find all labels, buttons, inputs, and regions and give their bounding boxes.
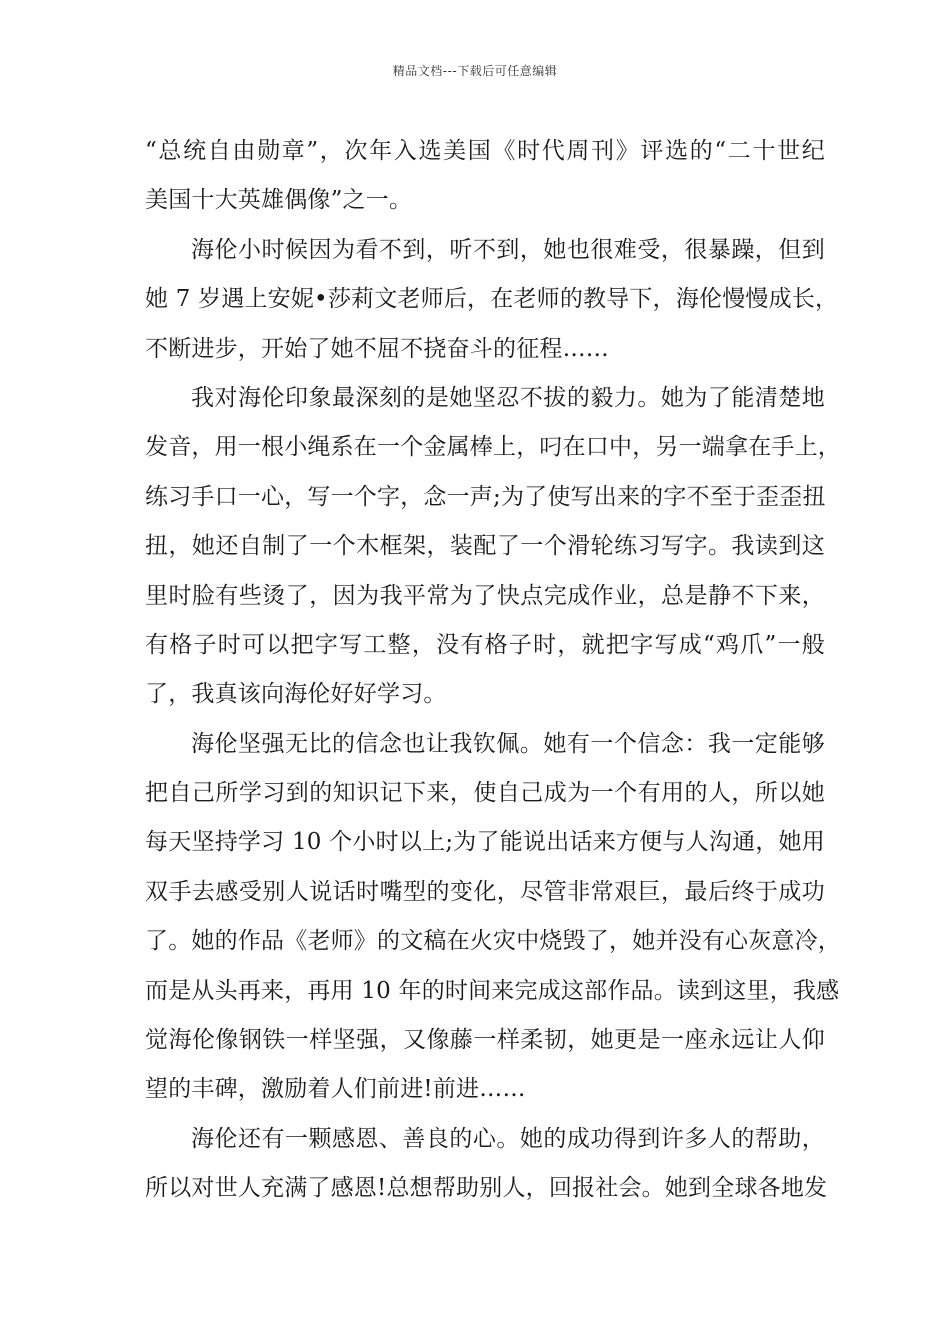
paragraph-line: 海伦小时候因为看不到，听不到，她也很难受，很暴躁，但到 [191, 236, 825, 263]
paragraph-line: 美国十大英雄偶像”之一。 [145, 187, 413, 214]
paragraph-line: 把自己所学习到的知识记下来，使自己成为一个有用的人，所以她 [145, 780, 825, 807]
paragraph-line: 我对海伦印象最深刻的是她坚忍不拔的毅力。她为了能清楚地 [191, 384, 825, 411]
paragraph-line: 有格子时可以把字写工整，没有格子时，就把字写成“鸡爪”一般 [145, 631, 825, 658]
paragraph-line: 了。她的作品《老师》的文稿在火灾中烧毁了，她并没有心灰意冷， [145, 928, 841, 955]
paragraph-line: 双手去感受别人说话时嘴型的变化，尽管非常艰巨，最后终于成功 [145, 878, 825, 905]
paragraph-line: 发音，用一根小绳系在一个金属棒上，叼在口中，另一端拿在手上， [145, 434, 841, 461]
page-header: 精品文档---下载后可任意编辑 [392, 64, 558, 78]
paragraph-line: 海伦还有一颗感恩、善良的心。她的成功得到许多人的帮助， [191, 1125, 825, 1152]
paragraph-line: 了，我真该向海伦好好学习。 [145, 681, 447, 708]
paragraph-line: 所以对世人充满了感恩!总想帮助别人，回报社会。她到全球各地发 [145, 1175, 828, 1202]
paragraph-line: 不断进步，开始了她不屈不挠奋斗的征程…… [145, 335, 609, 362]
document-body [145, 131, 841, 1218]
paragraph-line: 练习手口一心，写一个字，念一声;为了使写出来的字不至于歪歪扭 [145, 483, 826, 510]
paragraph-line: 海伦坚强无比的信念也让我钦佩。她有一个信念：我一定能够 [191, 730, 825, 757]
paragraph-line: 每天坚持学习 10 个小时以上;为了能说出话来方便与人沟通，她用 [145, 829, 825, 856]
paragraph-line: 她 7 岁遇上安妮•莎莉文老师后，在老师的教导下，海伦慢慢成长， [145, 286, 839, 313]
paragraph-line: 觉海伦像钢铁一样坚强，又像藤一样柔韧，她更是一座永远让人仰 [145, 1027, 825, 1054]
paragraph-line: 而是从头再来，再用 10 年的时间来完成这部作品。读到这里，我感 [145, 977, 840, 1004]
paragraph-line: “总统自由勋章”，次年入选美国《时代周刊》评选的“二十世纪 [145, 138, 825, 164]
paragraph-line: 里时脸有些烫了，因为我平常为了快点完成作业，总是静不下来， [145, 582, 825, 609]
paragraph-line: 扭，她还自制了一个木框架，装配了一个滑轮练习写字。我读到这 [145, 533, 825, 560]
paragraph-line: 望的丰碑，激励着人们前进!前进…… [145, 1076, 526, 1103]
